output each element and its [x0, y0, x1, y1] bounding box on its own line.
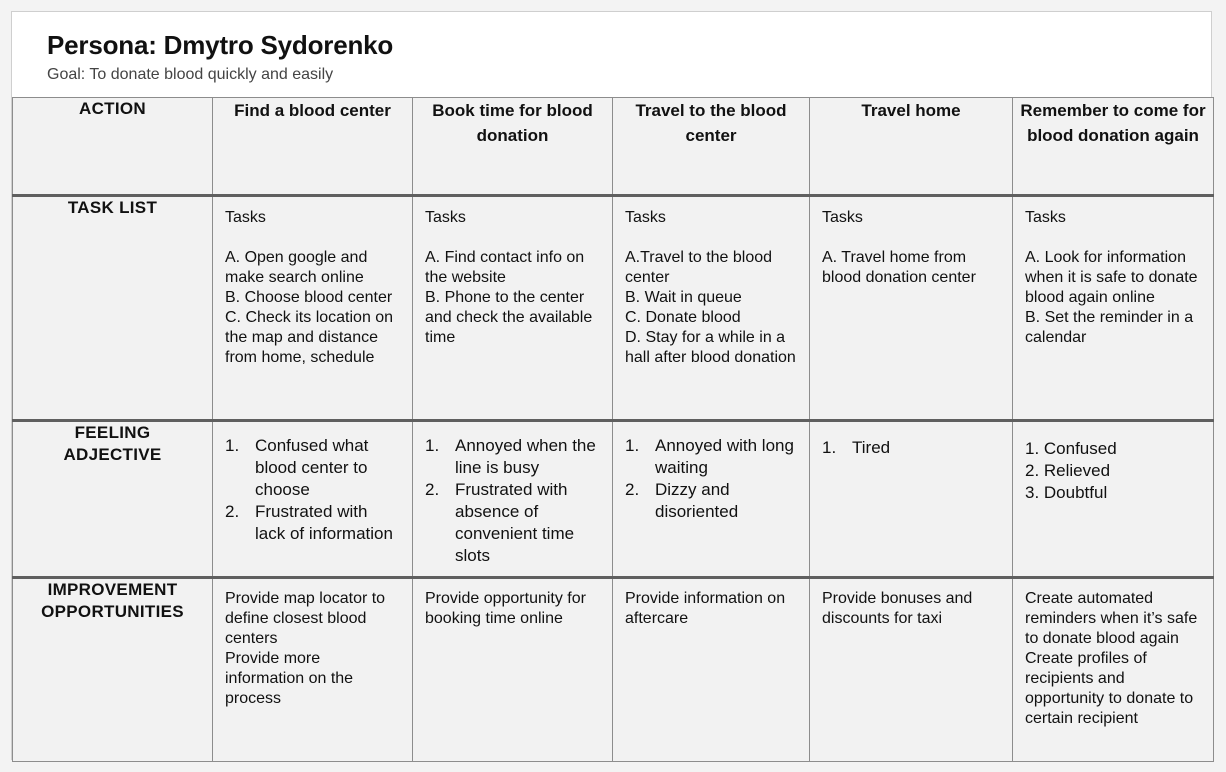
task-list-row — [13, 196, 1214, 421]
feeling-cell — [213, 421, 413, 578]
task-cell — [1013, 196, 1214, 421]
stage-header: Find a blood center — [213, 98, 413, 196]
feeling-cell — [1013, 421, 1214, 578]
task-item: A. Travel home from blood donation center — [822, 249, 976, 286]
feeling-item: 1. Confused — [1025, 439, 1117, 458]
feeling-item: 1. Annoyed with long waiting — [625, 436, 794, 477]
feeling-item: 2. Relieved — [1025, 461, 1111, 480]
feeling-cell — [613, 421, 810, 578]
improvement-item: Provide bonuses and discounts for taxi — [822, 590, 973, 627]
row-header-line: FEELING — [74, 423, 151, 442]
improvement-item: Provide opportunity for booking time online — [425, 590, 586, 627]
feeling-cell — [810, 421, 1013, 578]
tasks-label: Tasks — [425, 209, 466, 226]
feeling-row — [13, 421, 1214, 578]
row-header-line: OPPORTUNITIES — [41, 602, 184, 621]
tasks-label: Tasks — [625, 209, 666, 226]
improvement-row — [13, 578, 1214, 762]
task-item: B. Set the reminder in a calendar — [1025, 309, 1194, 346]
feeling-item: 1. Tired — [822, 438, 891, 457]
journey-table — [12, 97, 1214, 762]
improvement-cell — [613, 578, 810, 762]
stage-header: Remember to come for blood donation again — [1013, 98, 1214, 196]
row-header-action: ACTION — [13, 98, 213, 196]
task-item: B. Phone to the center and check the available time — [425, 289, 593, 346]
task-item: A. Look for information when it is safe to donate blood again online — [1025, 249, 1198, 306]
feeling-item: 2. Dizzy and disoriented — [625, 480, 739, 521]
task-item: B. Wait in queue — [625, 289, 742, 306]
persona-goal: Goal: To donate blood quickly and easily — [47, 66, 334, 83]
feeling-item: 1. Confused what blood center to choose — [225, 436, 369, 499]
task-item: A.Travel to the blood center — [625, 249, 773, 286]
improvement-item: Provide information on aftercare — [625, 590, 786, 627]
task-item: B. Choose blood center — [225, 289, 393, 306]
row-header-line: ADJECTIVE — [63, 445, 162, 464]
task-cell — [613, 196, 810, 421]
persona-title: Persona: Dmytro Sydorenko — [47, 30, 394, 60]
improvement-item: Provide more information on the process — [225, 650, 354, 707]
improvement-item: Provide map locator to define closest blood centers — [225, 590, 386, 647]
task-item: C. Check its location on the map and distance from home, schedule — [225, 309, 394, 366]
feeling-item: 1. Annoyed when the line is busy — [425, 436, 596, 477]
improvement-item: Create profiles of recipients and opportunity to donate to certain recipient — [1025, 650, 1194, 727]
feeling-item: 2. Frustrated with absence of convenient time slots — [425, 480, 575, 565]
stage-header: Travel home — [810, 98, 1013, 196]
improvement-cell — [213, 578, 413, 762]
feeling-item: 3. Doubtful — [1025, 483, 1108, 502]
improvement-item: Create automated reminders when it’s safe to donate blood again — [1025, 590, 1198, 647]
tasks-label: Tasks — [225, 209, 266, 226]
improvement-cell — [810, 578, 1013, 762]
task-item: A. Open google and make search online — [225, 249, 368, 286]
task-item: D. Stay for a while in a hall after blood donation — [625, 329, 796, 366]
task-cell — [413, 196, 613, 421]
feeling-item: 2. Frustrated with lack of information — [225, 502, 393, 543]
stage-header: Book time for blood donation — [413, 98, 613, 196]
improvement-cell — [1013, 578, 1214, 762]
row-header-task-list: TASK LIST — [13, 196, 213, 421]
improvement-cell — [413, 578, 613, 762]
row-header-line: IMPROVEMENT — [47, 580, 178, 599]
task-item: C. Donate blood — [625, 309, 741, 326]
tasks-label: Tasks — [1025, 209, 1066, 226]
stage-header-row — [13, 98, 1214, 196]
row-header-improvement — [13, 578, 213, 762]
task-item: A. Find contact info on the website — [425, 249, 585, 286]
feeling-cell — [413, 421, 613, 578]
stage-header: Travel to the blood center — [613, 98, 810, 196]
task-cell — [213, 196, 413, 421]
task-cell — [810, 196, 1013, 421]
tasks-label: Tasks — [822, 209, 863, 226]
journey-map-page — [11, 11, 1212, 760]
row-header-feeling — [13, 421, 213, 578]
